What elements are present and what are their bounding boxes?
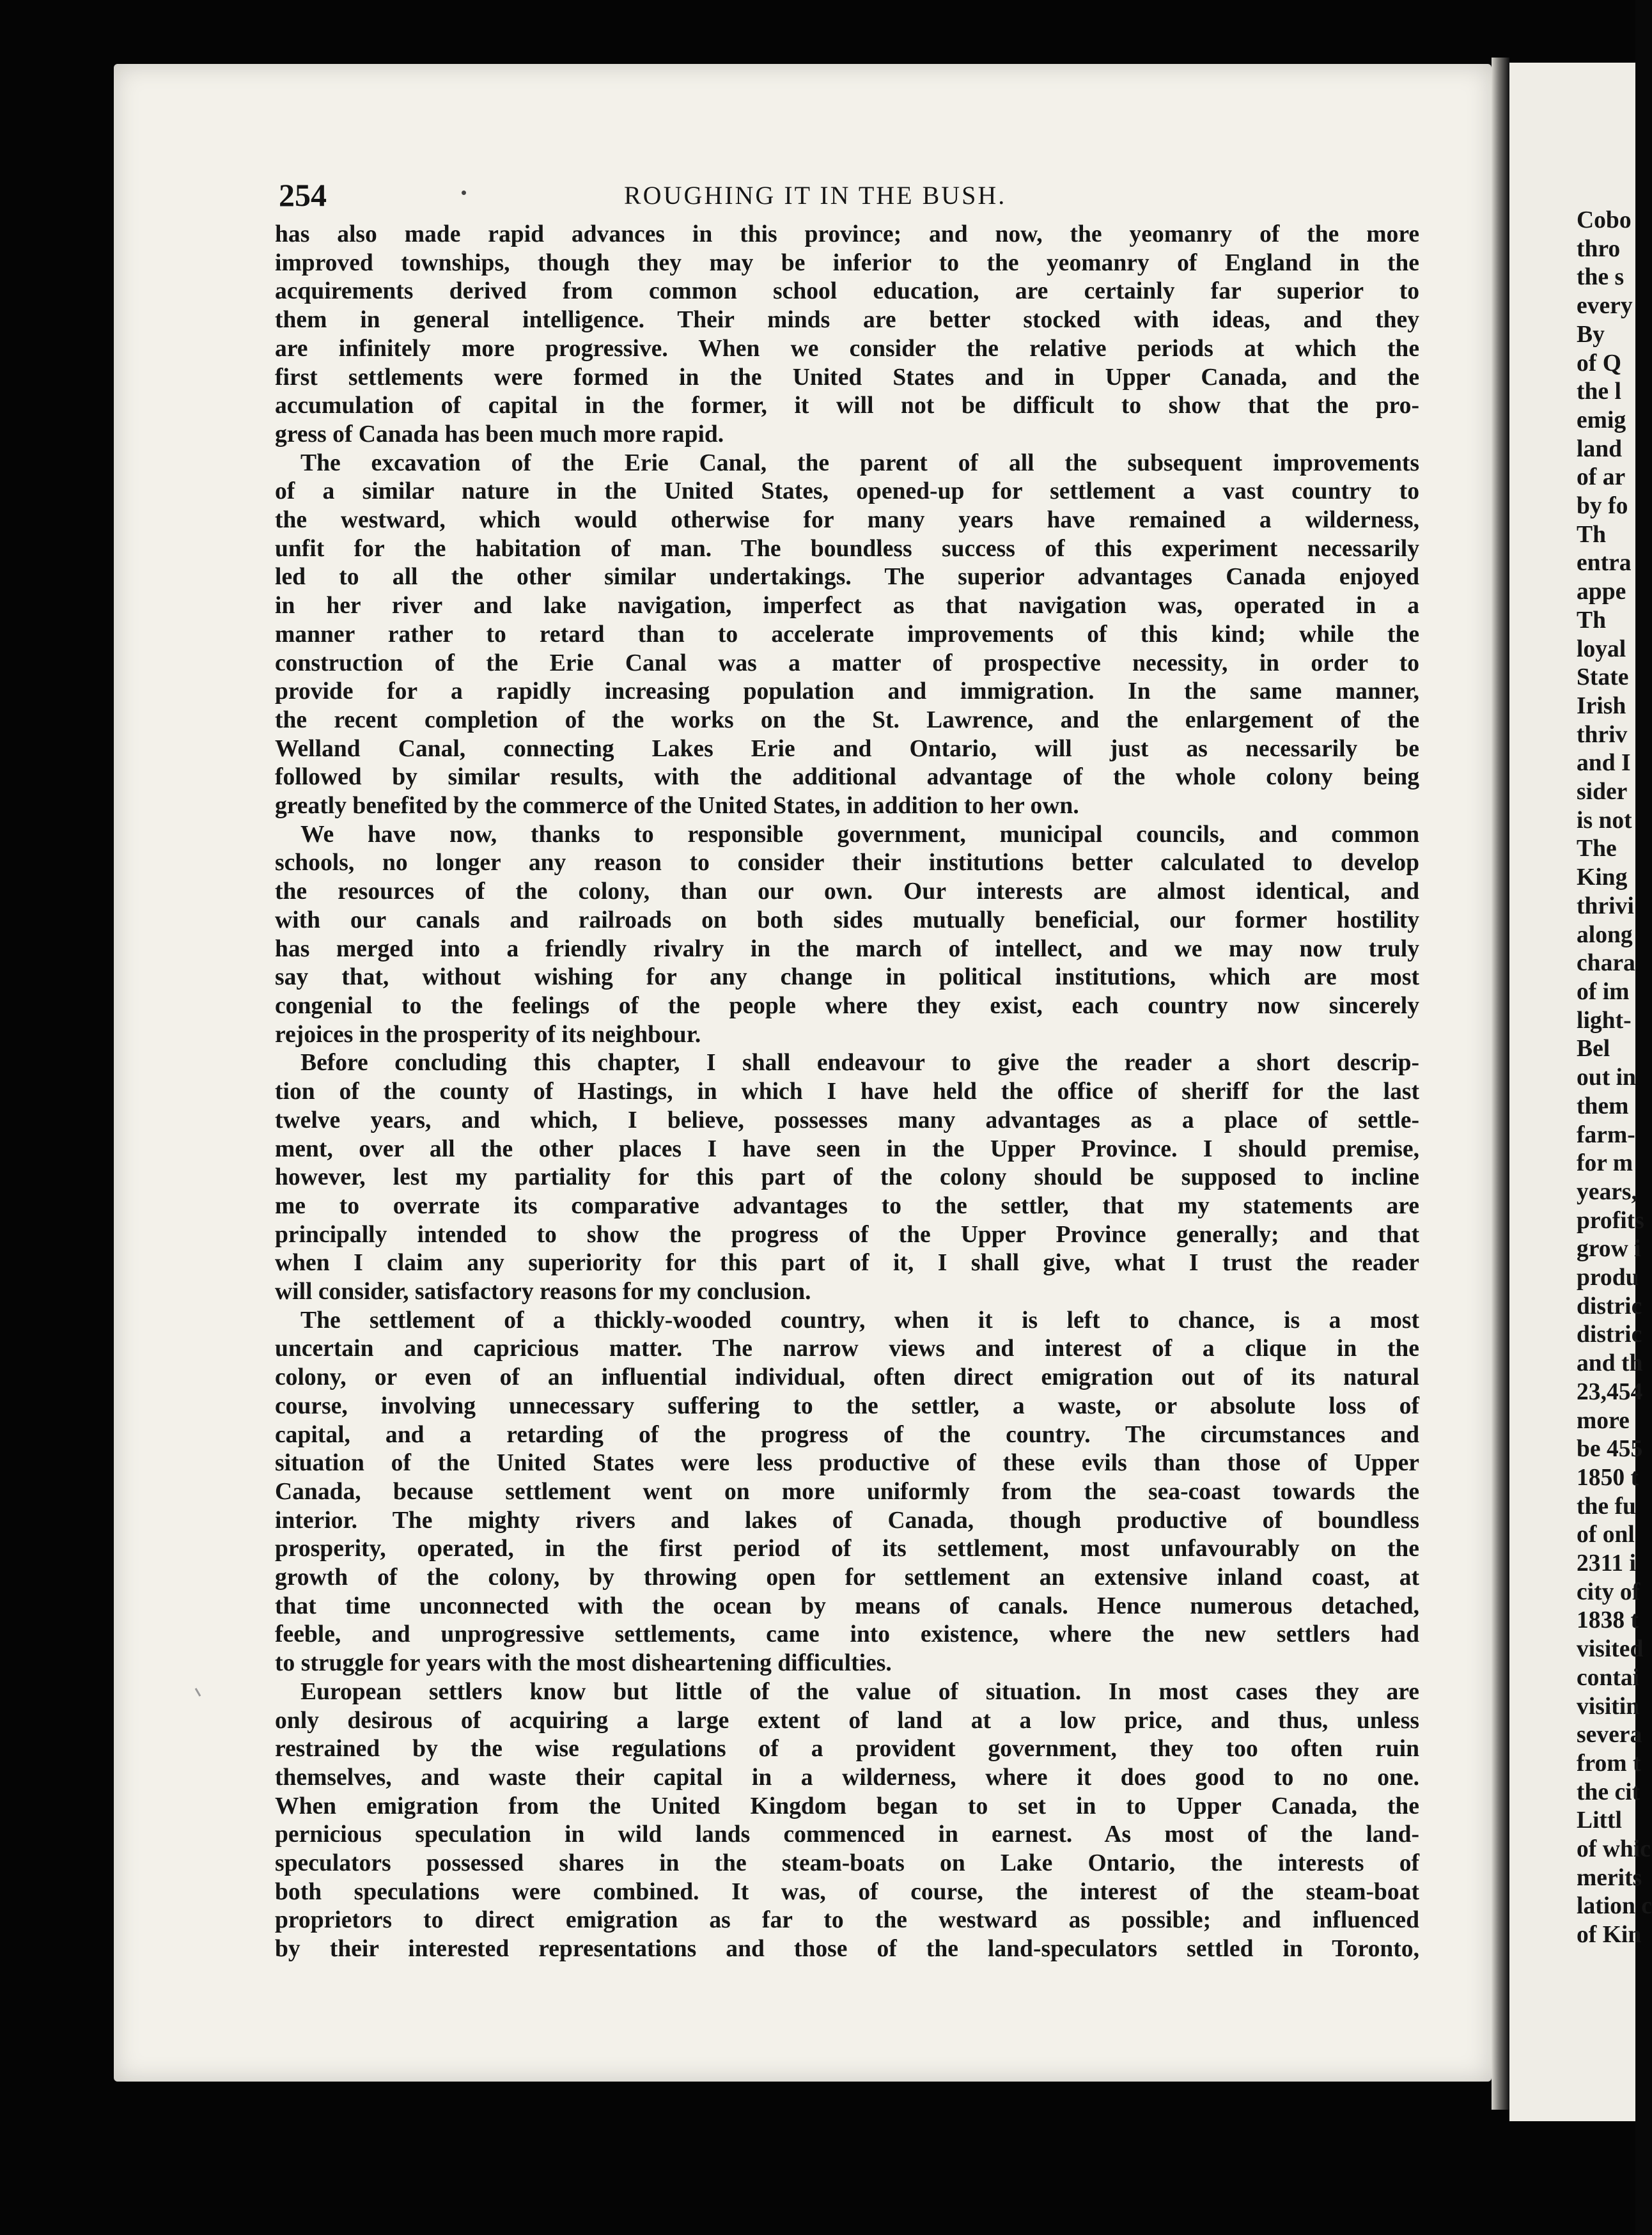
page-header <box>279 176 1410 215</box>
facing-page-line: years, <box>1577 1178 1637 1205</box>
facing-page-line: out in <box>1577 1064 1636 1091</box>
text-line: growth of the colony, by throwing open for settlement an extensive inland coast, at <box>275 1564 1419 1591</box>
facing-page-line: Littl <box>1577 1807 1622 1834</box>
facing-page-line: 2311 i <box>1577 1550 1636 1577</box>
text-line: We have now, thanks to responsible government, municipal councils, and common <box>300 821 1419 848</box>
text-line: twelve years, and which, I believe, possesses many advantages as a place of settle- <box>275 1107 1419 1133</box>
facing-page-line: land <box>1577 435 1623 462</box>
facing-page-line: Cobo <box>1577 207 1632 233</box>
text-line: feeble, and unprogressive settlements, came into existence, where the new settlers had <box>275 1621 1419 1648</box>
text-line: The excavation of the Erie Canal, the parent of all the subsequent improvements <box>300 449 1419 476</box>
text-line: prosperity, operated, in the first period of its settlement, most unfavourably on the <box>275 1536 1419 1562</box>
text-line: when I claim any superiority for this part of it, I shall give, what I trust the reader <box>275 1250 1419 1277</box>
page-body-text <box>275 221 1419 1964</box>
text-line: pernicious speculation in wild lands commenced in earnest. As most of the land- <box>275 1821 1419 1848</box>
facing-page-line: Bel <box>1577 1036 1610 1063</box>
facing-page-text <box>1577 206 1652 1950</box>
facing-page-line: grow i <box>1577 1236 1641 1263</box>
facing-page-line: sider <box>1577 779 1628 806</box>
facing-page-line: Th <box>1577 521 1606 548</box>
text-line: colony, or even of an influential individual, often direct emigration out of its natural <box>275 1364 1419 1391</box>
text-line: with our canals and railroads on both sides mutually beneficial, our former hostility <box>275 907 1419 933</box>
facing-page-line: and I <box>1577 750 1631 777</box>
text-line: ment, over all the other places I have seen in the Upper Province. I should premise, <box>275 1135 1419 1162</box>
text-line: rejoices in the prosperity of its neighbour. <box>275 1021 701 1048</box>
facing-page-line: Irish <box>1577 692 1626 719</box>
text-line: improved townships, though they may be inferior to the yeomanry of England in the <box>275 249 1419 276</box>
text-line: manner rather to retard than to accelerate improvements of this kind; while the <box>275 621 1419 648</box>
facing-page-line: profits <box>1577 1207 1644 1234</box>
facing-page-line: the s <box>1577 264 1625 291</box>
text-line: proprietors to direct emigration as far to the westward as possible; and influenced <box>275 1907 1419 1934</box>
text-line: the westward, which would otherwise for many years have remained a wilderness, <box>275 507 1419 534</box>
text-line: say that, without wishing for any change in political institutions, which are most <box>275 964 1419 991</box>
facing-page-line: thro <box>1577 235 1621 262</box>
text-line: are infinitely more progressive. When we consider the relative periods at which the <box>275 335 1419 362</box>
facing-page-line: of ar <box>1577 464 1626 491</box>
facing-page-line: be 455 <box>1577 1436 1643 1463</box>
text-line: The settlement of a thickly-wooded country, when it is left to chance, is a most <box>300 1307 1419 1334</box>
text-line: both speculations were combined. It was, of course, the interest of the steam-boat <box>275 1878 1419 1905</box>
facing-page-line: 1850 t <box>1577 1464 1639 1491</box>
text-line: gress of Canada has been much more rapid. <box>275 421 724 448</box>
text-line: only desirous of acquiring a large extent of land at a low price, and thus, unless <box>275 1707 1419 1734</box>
facing-page-line: chara <box>1577 950 1635 977</box>
text-line: situation of the United States were less productive of these evils than those of Upper <box>275 1450 1419 1477</box>
text-line: Canada, because settlement went on more uniformly from the sea-coast towards the <box>275 1478 1419 1505</box>
facing-page-line: loyal <box>1577 635 1626 662</box>
facing-page-line: from t <box>1577 1750 1641 1777</box>
text-line: in her river and lake navigation, imperfect as that navigation was, operated in a <box>275 593 1419 619</box>
text-line: followed by similar results, with the additional advantage of the whole colony being <box>275 764 1419 791</box>
facing-page-line: lation c <box>1577 1893 1652 1920</box>
text-line: tion of the county of Hastings, in which I have held the office of sheriff for the last <box>275 1079 1419 1105</box>
facing-page-line: entra <box>1577 550 1632 577</box>
facing-page-line: the fu <box>1577 1493 1636 1520</box>
text-line: will consider, satisfactory reasons for my conclusion. <box>275 1279 811 1305</box>
facing-page-line: and th <box>1577 1350 1643 1377</box>
facing-page-line: merits <box>1577 1864 1642 1891</box>
text-line: accumulation of capital in the former, it will not be difficult to show that the pro- <box>275 393 1419 419</box>
text-line: however, lest my partiality for this part of the colony should be supposed to incline <box>275 1164 1419 1191</box>
text-line: the resources of the colony, than our own. Our interests are almost identical, and <box>275 878 1419 905</box>
text-line: capital, and a retarding of the progress of the country. The circumstances and <box>275 1421 1419 1448</box>
facing-page-line: by fo <box>1577 493 1628 520</box>
facing-page-line: emig <box>1577 407 1626 433</box>
text-line: has merged into a friendly rivalry in the march of intellect, and we may now truly <box>275 935 1419 962</box>
facing-page-line: 23,454 <box>1577 1378 1643 1405</box>
facing-page-line: King <box>1577 864 1628 891</box>
text-line: Welland Canal, connecting Lakes Erie and Ontario, will just as necessarily be <box>275 735 1419 762</box>
text-line: principally intended to show the progress of the Upper Province generally; and that <box>275 1221 1419 1248</box>
facing-page-line: is not <box>1577 807 1632 834</box>
text-line: schools, no longer any reason to consider their institutions better calculated to develop <box>275 850 1419 876</box>
facing-page-line: of onl <box>1577 1522 1635 1548</box>
text-line: unfit for the habitation of man. The boundless success of this experiment necessarily <box>275 535 1419 562</box>
text-line: provide for a rapidly increasing population and immigration. In the same manner, <box>275 678 1419 705</box>
running-head: ROUGHING IT IN THE BUSH. <box>624 181 1007 210</box>
text-line: Before concluding this chapter, I shall endeavour to give the reader a short descrip- <box>300 1050 1419 1077</box>
facing-page-line: of Q <box>1577 350 1621 377</box>
facing-page-line: appe <box>1577 579 1626 605</box>
text-line: to struggle for years with the most disheartening difficulties. <box>275 1650 892 1677</box>
facing-page-line: contai <box>1577 1664 1640 1691</box>
page-number: 254 <box>279 177 327 213</box>
facing-page-line: every <box>1577 293 1633 320</box>
facing-page-line: more <box>1577 1407 1630 1434</box>
facing-page-line: thriv <box>1577 721 1628 748</box>
facing-page-line: By <box>1577 321 1605 348</box>
facing-page-line: The <box>1577 836 1617 862</box>
text-line: that time unconnected with the ocean by means of canals. Hence numerous detached, <box>275 1593 1419 1619</box>
text-line: the recent completion of the works on the St. Lawrence, and the enlargement of the <box>275 706 1419 733</box>
facing-page-line: them <box>1577 1093 1629 1119</box>
text-line: of a similar nature in the United States, opened-up for settlement a vast country to <box>275 478 1419 505</box>
text-line: by their interested representations and those of the land-speculators settled in Toronto, <box>275 1936 1419 1963</box>
text-line: congenial to the feelings of the people where they exist, each country now sincerely <box>275 992 1419 1019</box>
text-line: me to overrate its comparative advantages to the settler, that my statements are <box>275 1192 1419 1219</box>
text-line: construction of the Erie Canal was a matter of prospective necessity, in order to <box>275 650 1419 676</box>
book-gutter <box>1492 58 1509 2110</box>
facing-page-line: thrivi <box>1577 892 1634 919</box>
text-line: acquirements derived from common school education, are certainly far superior to <box>275 278 1419 305</box>
facing-page-line: visited <box>1577 1636 1644 1663</box>
facing-page-line: State <box>1577 664 1629 691</box>
facing-page-line: light- <box>1577 1007 1632 1034</box>
text-line: interior. The mighty rivers and lakes of Canada, though productive of boundless <box>275 1507 1419 1534</box>
text-line: restrained by the wise regulations of a provident government, they too often ruin <box>275 1736 1419 1763</box>
facing-page-line: for m <box>1577 1150 1633 1177</box>
facing-page-line: visitin <box>1577 1693 1640 1720</box>
text-line: first settlements were formed in the United States and in Upper Canada, and the <box>275 364 1419 391</box>
text-line: themselves, and waste their capital in a wilderness, where it does good to no one. <box>275 1764 1419 1791</box>
facing-page-line: along <box>1577 921 1633 948</box>
text-line: speculators possessed shares in the steam-boats on Lake Ontario, the interests of <box>275 1850 1419 1877</box>
facing-page-line: of im <box>1577 978 1630 1005</box>
text-line: them in general intelligence. Their minds are better stocked with ideas, and they <box>275 307 1419 334</box>
text-line: has also made rapid advances in this province; and now, the yeomanry of the more <box>275 221 1419 247</box>
facing-page-line: distric <box>1577 1321 1642 1348</box>
text-line: When emigration from the United Kingdom began to set in to Upper Canada, the <box>275 1793 1419 1819</box>
text-line: uncertain and capricious matter. The narrow views and interest of a clique in the <box>275 1336 1419 1362</box>
text-line: course, involving unnecessary suffering to the settler, a waste, or absolute loss of <box>275 1392 1419 1419</box>
facing-page-line: of whic <box>1577 1836 1651 1863</box>
facing-page-line: the cit <box>1577 1779 1640 1805</box>
text-line: greatly benefited by the commerce of the United States, in addition to her own. <box>275 793 1079 820</box>
facing-page-line: 1838 t <box>1577 1607 1639 1634</box>
ink-dot <box>462 191 466 195</box>
facing-page-line: distric <box>1577 1293 1642 1320</box>
facing-page-line: the l <box>1577 378 1621 405</box>
facing-page-line: of Kin <box>1577 1922 1642 1949</box>
text-line: led to all the other similar undertakings. The superior advantages Canada enjoyed <box>275 564 1419 591</box>
text-line: European settlers know but little of the value of situation. In most cases they are <box>300 1678 1419 1705</box>
facing-page-line: farm- <box>1577 1121 1635 1148</box>
facing-page-line: city of <box>1577 1578 1640 1605</box>
facing-page-line: Th <box>1577 607 1606 634</box>
facing-page-line: produ <box>1577 1265 1639 1291</box>
facing-page-line: severa <box>1577 1722 1642 1748</box>
